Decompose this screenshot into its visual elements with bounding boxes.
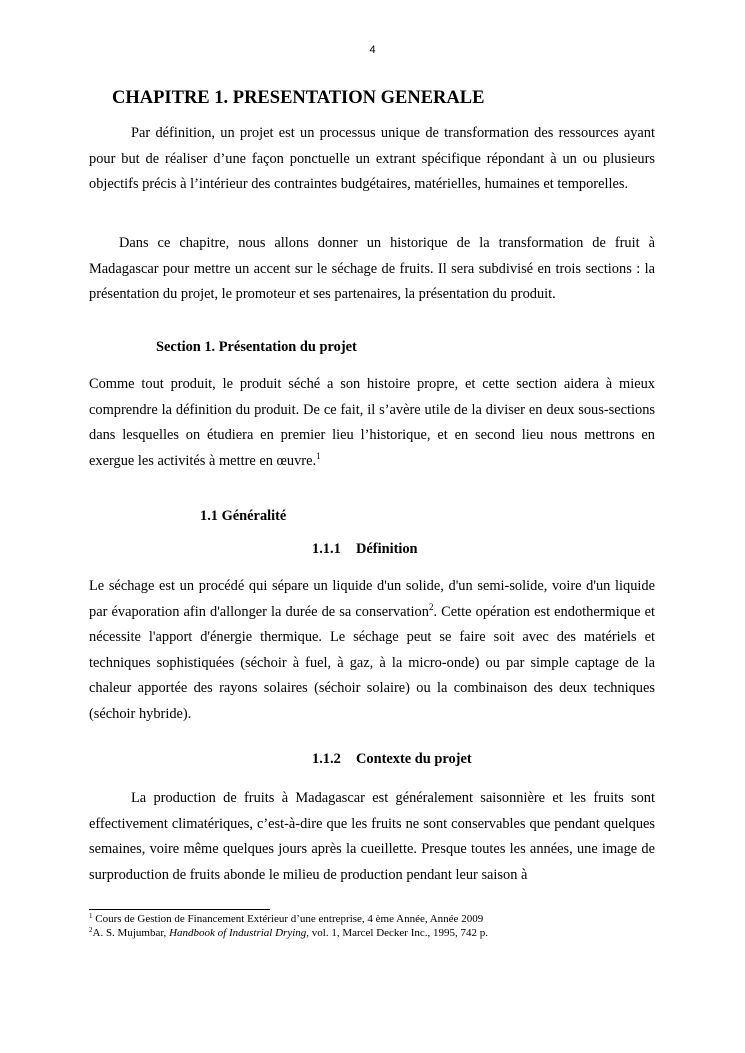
footnote-2 (89, 927, 669, 940)
subsection-1-1-2-number: 1.1.2 (312, 751, 341, 767)
footnote-separator (89, 909, 270, 910)
footnote-2-details: , vol. 1, Marcel Decker Inc., 1995, 742 p. (306, 927, 489, 939)
section-1-paragraph (89, 372, 655, 474)
definition-paragraph (89, 574, 655, 727)
footnote-1-marker: 1 (89, 912, 93, 920)
definition-text-end: . Cette opération est endothermique et nécessite l'apport d'énergie thermique. Le séchage peut se faire soit avec des matériels et techniques sophistiquées (séchoir à fuel, à gaz, à la micro-onde) ou par simple captage de la chaleur apportée des rayons solaires (séchoir solaire) ou la combinaison des deux techniques (séchoir hybride). (89, 603, 655, 722)
subsection-1-1-2-heading (312, 751, 472, 768)
section-1-text: Comme tout produit, le produit séché a son histoire propre, et cette section aidera à mieux comprendre la définition du produit. De ce fait, il s’avère utile de la diviser en deux sous-sections dans lesquelles on étudiera en premier lieu l’historique, et en second lieu nous mettrons en exergue les activités à mettre en œuvre. (89, 376, 655, 469)
definition-text-start: Le séchage est un procédé qui sépare un liquide d'un solide, d'un semi-solide, voire d'un liquide par évaporation afin d'allonger la durée de sa conservation (89, 578, 655, 620)
subsection-1-1-1-number: 1.1.1 (312, 541, 341, 557)
footnote-2-marker: 2 (89, 926, 93, 934)
page-number: 4 (369, 44, 376, 56)
chapter-title: CHAPITRE 1. PRESENTATION GENERALE (112, 88, 485, 108)
intro-paragraph-chapter-overview: Dans ce chapitre, nous allons donner un historique de la transformation de fruit à Madagascar pour mettre un accent sur le séchage de fruits. Il sera subdivisé en trois sections : la présentation du projet, le promoteur et ses partenaires, la présentation du produit. (89, 235, 655, 302)
intro-paragraph-definition: Par définition, un projet est un processus unique de transformation des ressources ayant pour but de réaliser d’une façon ponctuelle un extrant spécifique répondant à un ou plusieurs objectifs précis à l’intérieur des contraintes budgétaires, matérielles, humaines et temporelles. (89, 125, 655, 192)
subsection-1-1-2-title: Contexte du projet (356, 751, 472, 767)
subsection-1-1-heading: 1.1 Généralité (200, 508, 287, 524)
footnote-2-book-title: Handbook of Industrial Drying (169, 927, 307, 939)
footnote-ref-1: 1 (316, 450, 321, 461)
subsection-1-1-1-heading (312, 541, 418, 558)
subsection-1-1-1-title: Définition (356, 541, 418, 557)
footnote-1 (89, 913, 669, 926)
section-1-heading: Section 1. Présentation du projet (156, 339, 357, 355)
context-paragraph: La production de fruits à Madagascar est généralement saisonnière et les fruits sont effectivement climatériques, c’est-à-dire que les fruits ne sont conservables que pendant quelques semaines, voire même quelques jours après la cueillette. Presque toutes les années, une image de surproduction de fruits abonde le milieu de production pendant leur saison à (89, 790, 655, 883)
footnote-ref-2: 2 (428, 601, 434, 612)
footnote-2-author: A. S. Mujumbar, (92, 927, 170, 939)
footnote-1-text: Cours de Gestion de Financement Extérieur d’une entreprise, 4 ème Année, Année 2009 (95, 913, 484, 925)
